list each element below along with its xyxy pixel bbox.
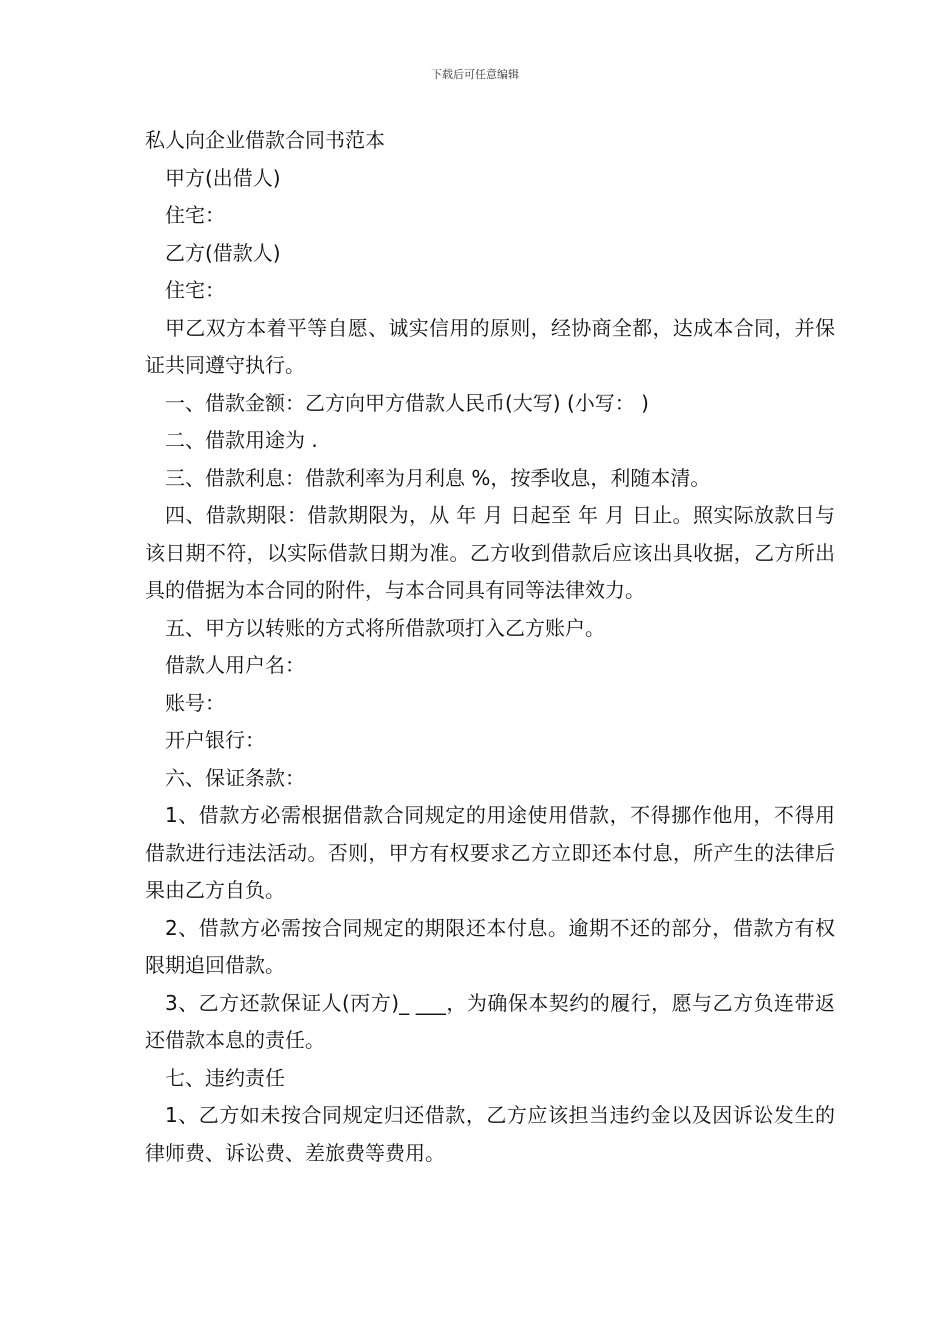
paragraph: 五、甲方以转账的方式将所借款项打入乙方账户。 <box>165 615 605 640</box>
paragraph: 一、借款金额：乙方向甲方借款人民币(大写) (小写： ) <box>165 390 649 415</box>
paragraph: 住宅： <box>165 203 225 227</box>
paragraph: 七、违约责任 <box>165 1065 285 1090</box>
paragraph: 甲方(出借人) <box>165 165 281 190</box>
header-note: 下载后可任意编辑 <box>431 68 519 81</box>
contract-body <box>145 122 835 1172</box>
paragraph: 3、乙方还款保证人(丙方)_ ___，为确保本契约的履行，愿与乙方负连带返还借款本息的责任。 <box>145 990 835 1052</box>
paragraph: 住宅： <box>165 278 225 302</box>
document-title: 私人向企业借款合同书范本 <box>145 128 385 152</box>
paragraph: 2、借款方必需按合同规定的期限还本付息。逾期不还的部分，借款方有权限期追回借款。 <box>145 915 835 977</box>
paragraph: 账号： <box>165 690 225 715</box>
paragraph: 开户银行： <box>165 728 265 752</box>
paragraph: 1、借款方必需根据借款合同规定的用途使用借款，不得挪作他用，不得用借款进行违法活动。否则，甲方有权要求乙方立即还本付息，所产生的法律后果由乙方自负。 <box>145 803 835 902</box>
paragraph: 四、借款期限：借款期限为，从 年 月 日起至 年 月 日止。照实际放款日与该日期不符，以实际借款日期为准。乙方收到借款后应该出具收据，乙方所出具的借据为本合同的附件，与本合同具有同等法律效力。 <box>145 503 835 602</box>
paragraph: 二、借款用途为 . <box>165 428 318 452</box>
paragraph: 乙方(借款人) <box>165 240 281 265</box>
paragraph: 六、保证条款： <box>165 765 305 790</box>
paragraph: 甲乙双方本着平等自愿、诚实信用的原则，经协商全都，达成本合同，并保证共同遵守执行。 <box>145 315 835 377</box>
paragraph: 借款人用户名： <box>165 653 305 677</box>
paragraph: 1、乙方如未按合同规定归还借款，乙方应该担当违约金以及因诉讼发生的律师费、诉讼费、差旅费等费用。 <box>145 1103 835 1165</box>
paragraph: 三、借款利息：借款利率为月利息 %，按季收息，利随本清。 <box>165 465 711 490</box>
